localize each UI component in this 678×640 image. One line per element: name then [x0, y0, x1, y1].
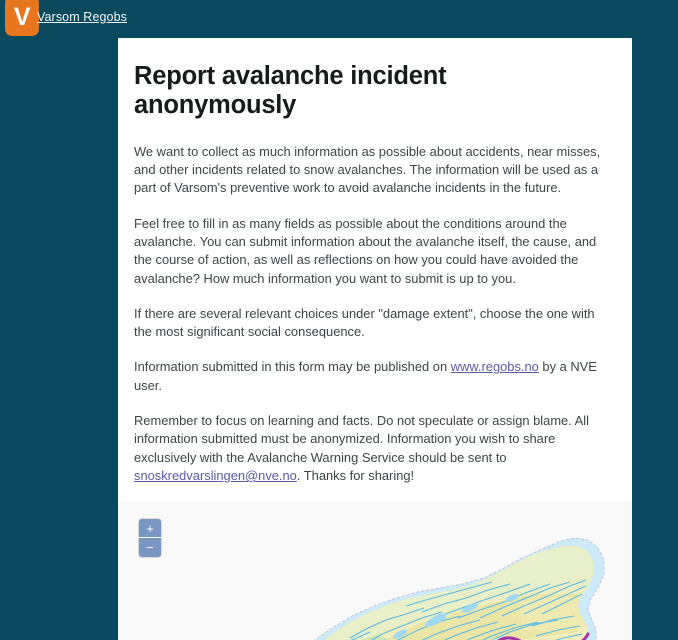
publishing-prefix: Information submitted in this form may be published on: [134, 359, 451, 375]
norway-map-graphic: [118, 502, 632, 640]
paragraph-intro: We want to collect as much information as possible about accidents, near misses, and other incidents related to snow avalanches. The information will be used as a part of Varsom's preventive work to avoid avalanche incidents in the future.: [134, 143, 601, 196]
zoom-out-button[interactable]: −: [139, 538, 161, 557]
varsom-logo-icon[interactable]: [5, 0, 39, 36]
brand-link[interactable]: Varsom Regobs: [37, 10, 127, 24]
regobs-link[interactable]: www.regobs.no: [450, 359, 539, 375]
zoom-in-button[interactable]: +: [139, 519, 161, 538]
paragraph-damage-extent: If there are several relevant choices under "damage extent", choose the one with the most significant social consequence.: [134, 305, 595, 340]
content-card: [118, 32, 632, 640]
top-bar: [0, 0, 678, 38]
publishing-suffix: by a NVE user.: [134, 359, 597, 393]
logo-letter: V: [13, 2, 31, 31]
paragraph-publishing: [134, 358, 614, 395]
anonymize-suffix: . Thanks for sharing!: [296, 468, 415, 483]
map-container[interactable]: [118, 502, 632, 640]
map-zoom-controls: [139, 519, 161, 557]
paragraph-anonymize: [134, 412, 614, 485]
card-inner: [118, 32, 632, 640]
paragraph-fill-in: Feel free to fill in as many fields as possible about the conditions around the avalanche. You can submit information about the avalanche itself, the cause, and the course of action, as well as reflections on how you could have avoided the avalanche? How much information you want to submit is up to you.: [134, 215, 597, 286]
email-link[interactable]: snoskredvarslingen@nve.no: [134, 468, 297, 483]
anonymize-prefix: Remember to focus on learning and facts. Do not speculate or assign blame. All information submitted must be anonymized. Information you wish to share exclusively with the Avalanche Warning Service should be sent to: [134, 413, 589, 465]
page-title: Report avalanche incident anonymously: [134, 62, 447, 120]
